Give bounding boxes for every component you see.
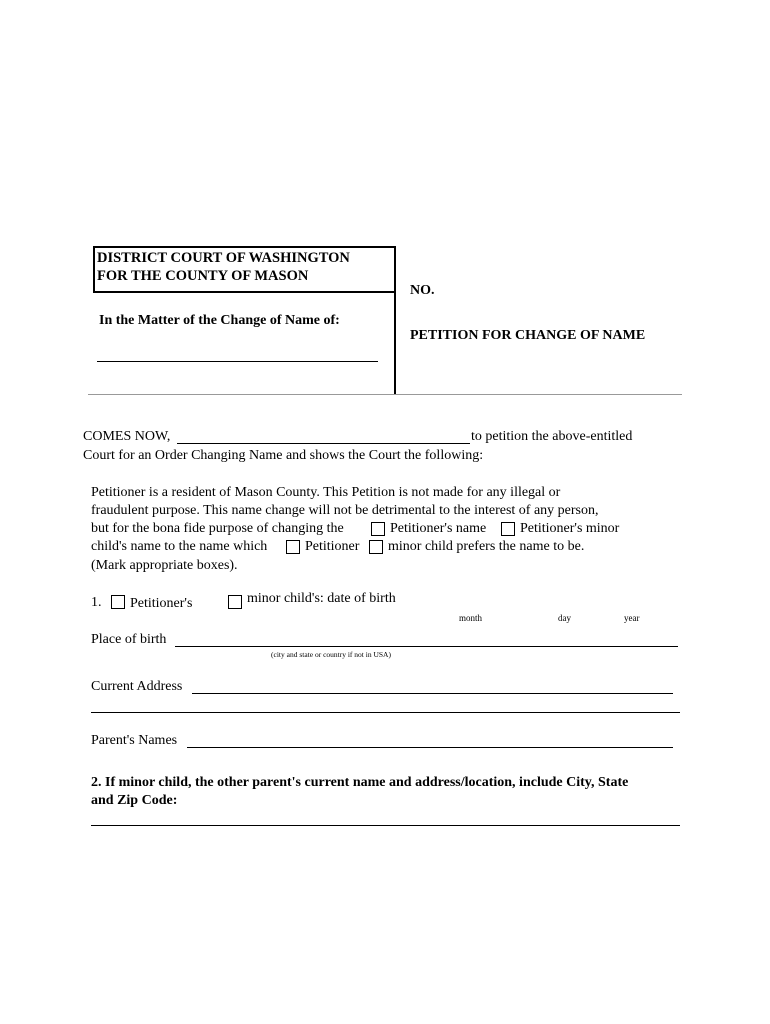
label-item1-minor-dob: minor child's: date of birth: [247, 591, 396, 606]
comes-now-suffix: to petition the above-entitled: [471, 429, 633, 444]
dob-year-label: year: [624, 613, 640, 623]
current-address-line-1[interactable]: [192, 693, 673, 694]
dob-day-label: day: [558, 613, 571, 623]
label-minor-prefers: minor child prefers the name to be.: [388, 539, 585, 554]
item2-line-1: 2. If minor child, the other parent's current name and address/location, include City, State: [91, 775, 629, 790]
petitioner-name-line[interactable]: [177, 443, 470, 444]
court-box-top: [93, 246, 396, 248]
checkbox-petitioner[interactable]: [286, 540, 300, 554]
parents-names-label: Parent's Names: [91, 733, 178, 748]
checkbox-minor-prefers[interactable]: [369, 540, 383, 554]
label-item1-petitioners: Petitioner's: [130, 596, 193, 611]
caption-divider: [394, 246, 396, 395]
current-address-line-2[interactable]: [91, 712, 680, 713]
dob-month-label: month: [459, 613, 483, 623]
current-address-label: Current Address: [91, 679, 183, 694]
parents-names-line[interactable]: [187, 747, 673, 748]
label-petitioners-name: Petitioner's name: [390, 521, 487, 536]
matter-name-line[interactable]: [97, 361, 378, 362]
court-name-line2: FOR THE COUNTY OF MASON: [97, 268, 309, 284]
checkbox-petitioners-name[interactable]: [371, 522, 385, 536]
checkbox-item1-petitioners[interactable]: [111, 595, 125, 609]
label-petitioner: Petitioner: [305, 539, 360, 554]
case-number-label: NO.: [410, 283, 435, 298]
body-line-3-prefix: but for the bona fide purpose of changing the: [91, 521, 344, 536]
court-name-line1: DISTRICT COURT OF WASHINGTON: [97, 250, 350, 266]
document-title: PETITION FOR CHANGE OF NAME: [410, 328, 646, 343]
in-matter-label: In the Matter of the Change of Name of:: [99, 313, 340, 328]
label-petitioners-minor: Petitioner's minor: [520, 521, 620, 536]
item1-number: 1.: [91, 595, 102, 610]
comes-now-line2: Court for an Order Changing Name and shows the Court the following:: [83, 448, 484, 463]
comes-now-prefix: COMES NOW,: [83, 429, 171, 444]
place-of-birth-label: Place of birth: [91, 632, 167, 647]
body-line-2: fraudulent purpose. This name change will not be detrimental to the interest of any person,: [91, 503, 599, 518]
caption-bottom-rule: [88, 394, 682, 395]
checkbox-item1-minor[interactable]: [228, 595, 242, 609]
place-of-birth-hint: (city and state or country if not in USA): [271, 650, 391, 659]
body-line-4-prefix: child's name to the name which: [91, 539, 268, 554]
court-box-bottom: [93, 291, 396, 293]
other-parent-line[interactable]: [91, 825, 680, 826]
checkbox-petitioners-minor[interactable]: [501, 522, 515, 536]
item2-line-2: and Zip Code:: [91, 793, 178, 808]
body-line-5: (Mark appropriate boxes).: [91, 558, 238, 573]
place-of-birth-line[interactable]: [175, 646, 678, 647]
court-box-left: [93, 246, 95, 293]
body-line-1: Petitioner is a resident of Mason County. This Petition is not made for any illegal or: [91, 485, 561, 500]
